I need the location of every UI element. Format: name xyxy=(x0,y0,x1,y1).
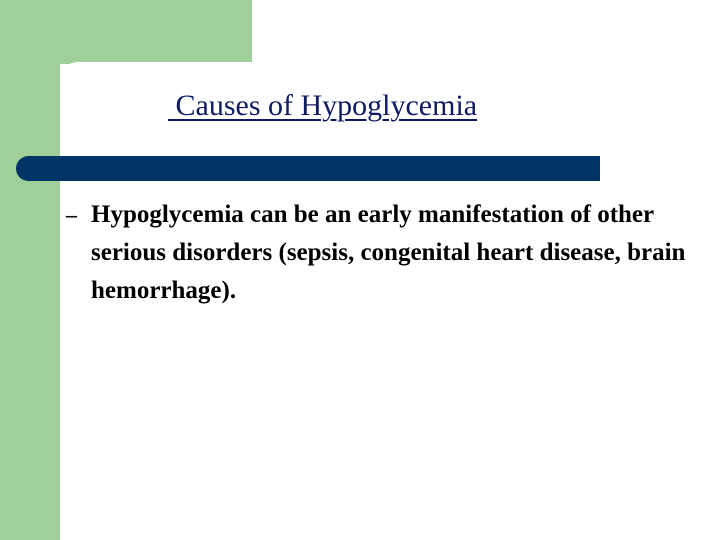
left-accent-band xyxy=(0,0,60,540)
bullet-dash: – xyxy=(66,202,77,227)
title-underline-bar xyxy=(16,156,600,181)
top-accent-block xyxy=(0,0,252,64)
bullet-text: Hypoglycemia can be an early manifestation of other serious disorders (sepsis, congenital heart disease, brain hemorrhage). xyxy=(91,201,686,304)
slide-title: Causes of Hypoglycemia xyxy=(168,89,478,122)
